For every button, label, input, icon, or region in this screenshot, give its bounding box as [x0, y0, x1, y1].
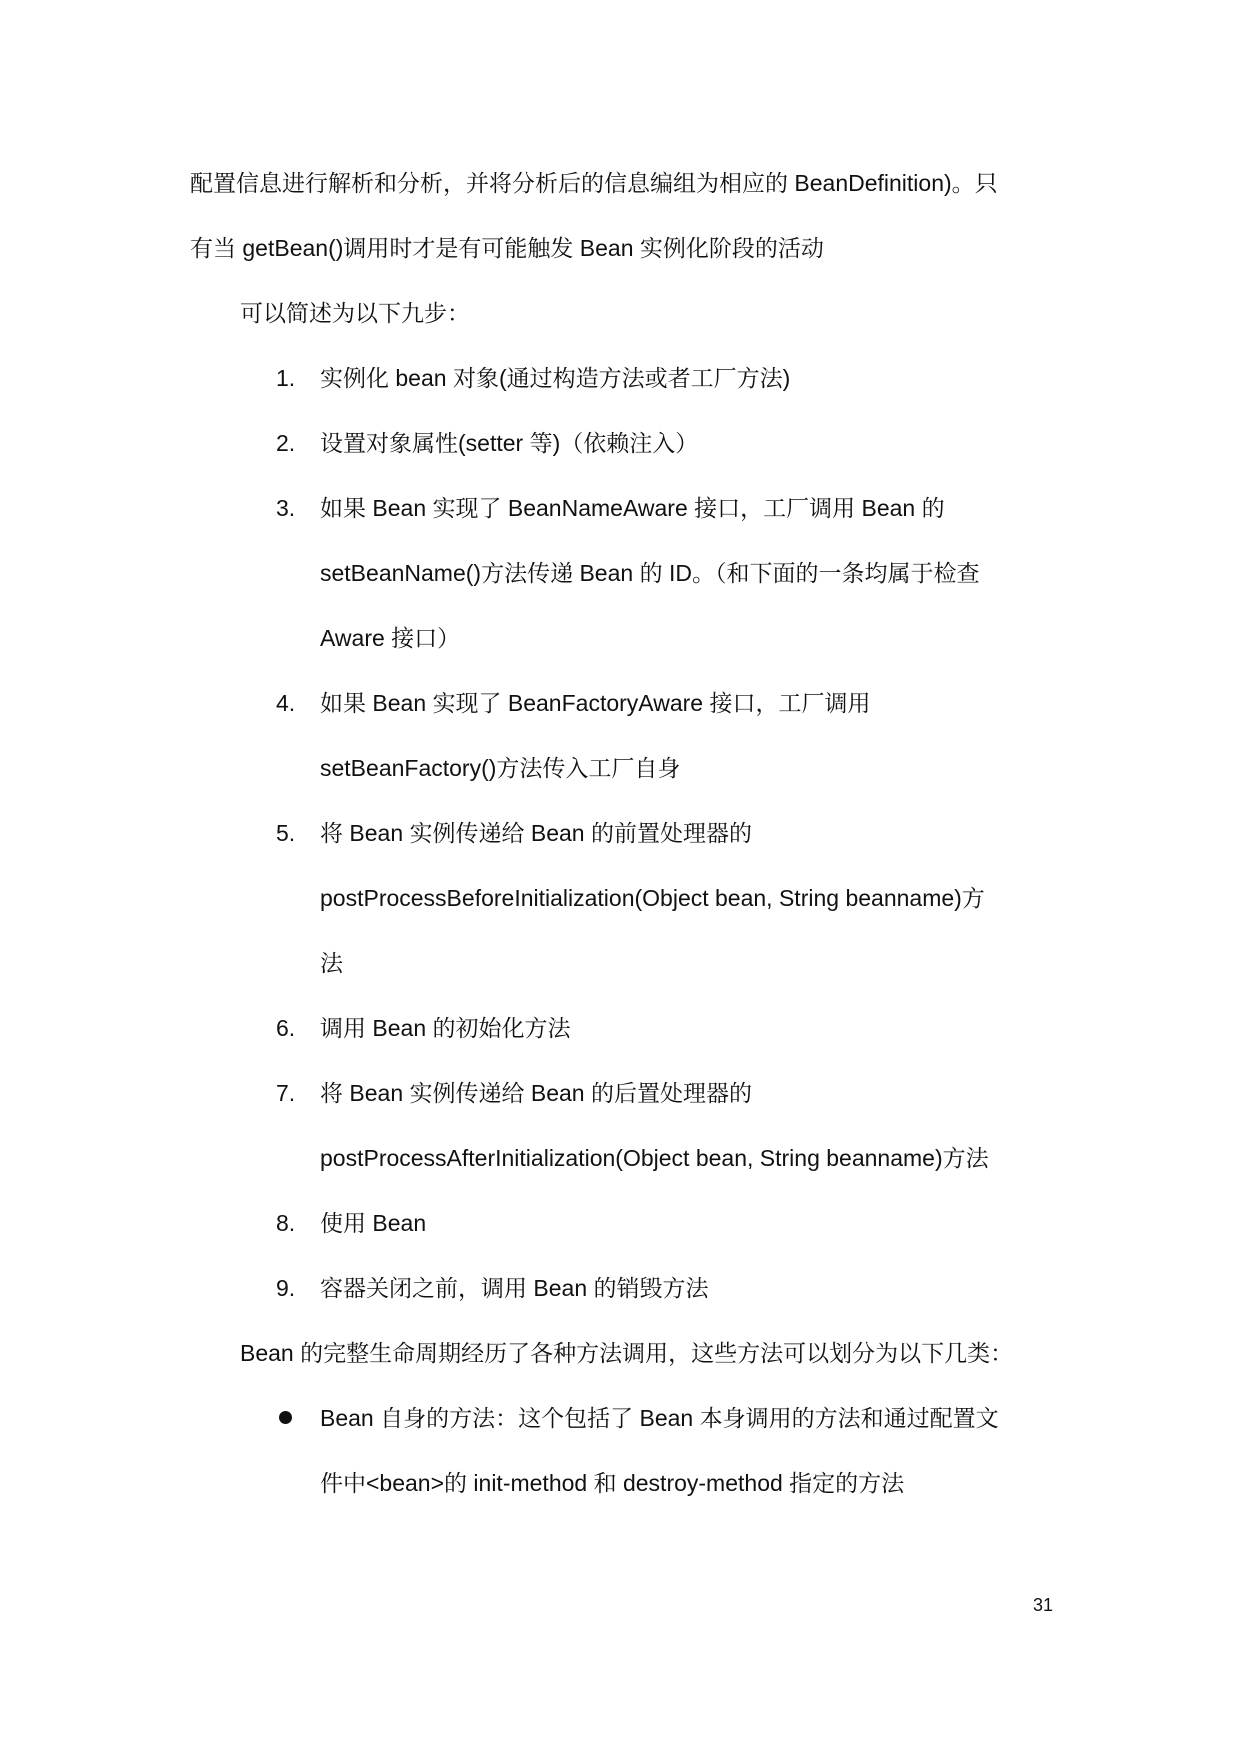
- bullet-text: 件中<bean>的 init-method 和 destroy-method 指定的方法: [320, 1470, 905, 1496]
- lifecycle-summary: Bean 的完整生命周期经历了各种方法调用，这些方法可以划分为以下几类：: [240, 1340, 1014, 1366]
- step-number: 3.: [276, 495, 296, 521]
- step-text: Aware 接口）: [320, 625, 461, 651]
- bullet-dot-icon: [279, 1411, 292, 1424]
- page-number: 31: [1033, 1595, 1054, 1615]
- step-text: 调用 Bean 的初始化方法: [320, 1015, 571, 1041]
- step-text: 如果 Bean 实现了 BeanFactoryAware 接口，工厂调用: [320, 690, 871, 716]
- intro-line-1: 配置信息进行解析和分析，并将分析后的信息编组为相应的 BeanDefinition)。只: [190, 170, 998, 196]
- step-text: setBeanFactory()方法传入工厂自身: [320, 755, 681, 781]
- step-number: 8.: [276, 1210, 296, 1236]
- step-text: 如果 Bean 实现了 BeanNameAware 接口，工厂调用 Bean 的: [320, 495, 945, 521]
- step-text: postProcessAfterInitialization(Object bean, String beanname)方法: [320, 1145, 989, 1171]
- step-number: 1.: [276, 365, 296, 391]
- step-text: setBeanName()方法传递 Bean 的 ID。（和下面的一条均属于检查: [320, 560, 980, 586]
- step-text: 将 Bean 实例传递给 Bean 的前置处理器的: [320, 820, 752, 846]
- step-text: 将 Bean 实例传递给 Bean 的后置处理器的: [320, 1080, 752, 1106]
- step-number: 2.: [276, 430, 296, 456]
- step-number: 9.: [276, 1275, 296, 1301]
- step-text: 法: [320, 950, 343, 976]
- step-text: 实例化 bean 对象(通过构造方法或者工厂方法): [320, 365, 791, 391]
- step-number: 4.: [276, 690, 296, 716]
- step-text: 容器关闭之前，调用 Bean 的销毁方法: [320, 1275, 709, 1301]
- intro-line-2: 有当 getBean()调用时才是有可能触发 Bean 实例化阶段的活动: [190, 235, 824, 261]
- bullet-text: Bean 自身的方法：这个包括了 Bean 本身调用的方法和通过配置文: [320, 1405, 999, 1431]
- step-number: 6.: [276, 1015, 296, 1041]
- step-number: 7.: [276, 1080, 296, 1106]
- step-text: 设置对象属性(setter 等)（依赖注入）: [320, 430, 699, 456]
- step-text: 使用 Bean: [320, 1210, 427, 1236]
- step-number: 5.: [276, 820, 296, 846]
- step-text: postProcessBeforeInitialization(Object bean, String beanname)方: [320, 885, 985, 911]
- summary-text: 可以简述为以下九步：: [240, 300, 470, 326]
